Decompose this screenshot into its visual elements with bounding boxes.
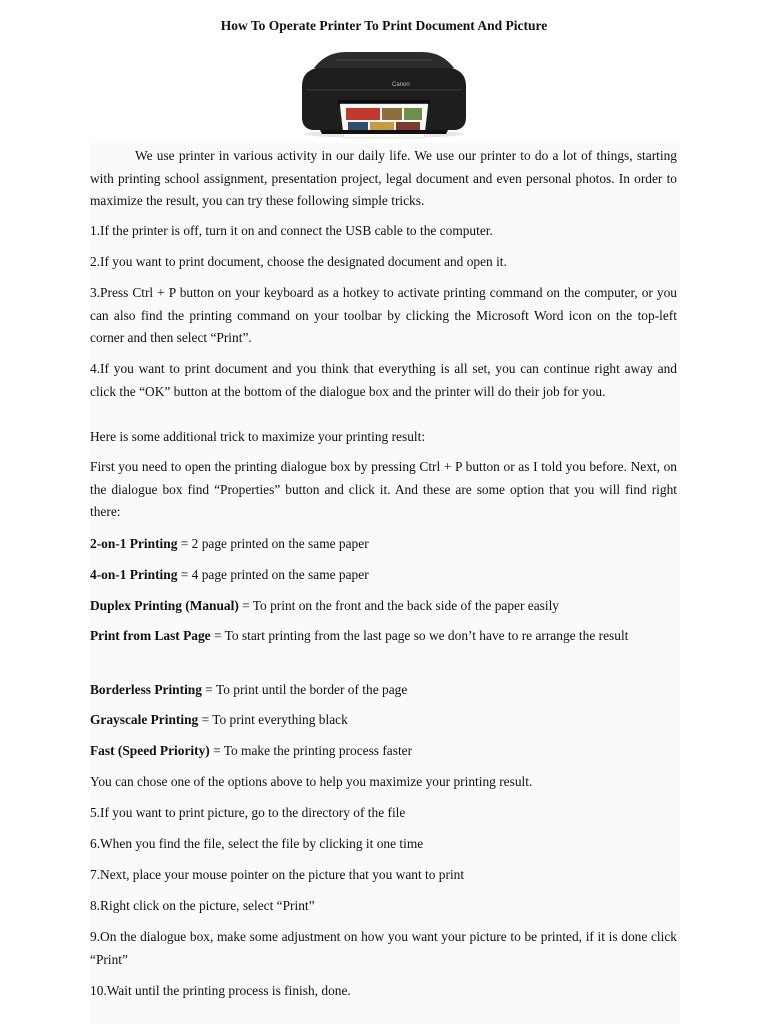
step-10: 10.Wait until the printing process is finish, done. — [90, 983, 351, 998]
option-term: 2-on-1 Printing — [90, 536, 178, 551]
option-desc: = To print on the front and the back side of the paper easily — [238, 598, 560, 613]
option-last-page — [90, 625, 677, 648]
step-8: 8.Right click on the picture, select “Print” — [90, 898, 315, 913]
additional-intro: Here is some additional trick to maximize your printing result: — [90, 429, 426, 444]
option-duplex — [90, 595, 677, 618]
step-7: 7.Next, place your mouse pointer on the picture that you want to print — [90, 867, 465, 882]
option-term: Duplex Printing (Manual) — [90, 598, 239, 613]
printer-image — [296, 46, 472, 140]
intro-paragraph: We use printer in various activity in our daily life. We use our printer to do a lot of things, starting with printing school assignment, presentation project, legal document and even personal photos. In order to maximize the result, you can try these following simple tricks. — [90, 148, 677, 208]
option-desc: = To start printing from the last page so we don’t have to re arrange the result — [210, 628, 629, 643]
option-desc: = To make the printing process faster — [209, 743, 413, 758]
step-6: 6.When you find the file, select the file by clicking it one time — [90, 836, 424, 851]
option-term: Borderless Printing — [90, 682, 202, 697]
step-3: 3.Press Ctrl + P button on your keyboard as a hotkey to activate printing command on the computer, or you can also find the printing command on your toolbar by clicking the Microsoft Word icon on the top-left corner and then select “Print”. — [90, 285, 677, 345]
option-term: Grayscale Printing — [90, 712, 199, 727]
step-2: 2.If you want to print document, choose the designated document and open it. — [90, 254, 507, 269]
option-grayscale — [90, 709, 677, 732]
option-term: 4-on-1 Printing — [90, 567, 178, 582]
step-4: 4.If you want to print document and you think that everything is all set, you can continue right away and click the “OK” button at the bottom of the dialogue box and the printer will do their job for you. — [90, 361, 677, 399]
page-title: How To Operate Printer To Print Document And Picture — [220, 18, 548, 33]
options-outro: You can chose one of the options above to help you maximize your printing result. — [90, 774, 533, 789]
option-desc: = 4 page printed on the same paper — [177, 567, 369, 582]
step-9: 9.On the dialogue box, make some adjustment on how you want your picture to be printed, if it is done click “Print” — [90, 929, 677, 967]
option-desc: = 2 page printed on the same paper — [177, 536, 369, 551]
option-desc: = To print until the border of the page — [201, 682, 408, 697]
properties-intro: First you need to open the printing dialogue box by pressing Ctrl + P button or as I told you before. Next, on the dialogue box find “Properties” button and click it. And these are some option that you will find right there: — [90, 459, 677, 519]
step-5: 5.If you want to print picture, go to the directory of the file — [90, 805, 406, 820]
step-1: 1.If the printer is off, turn it on and connect the USB cable to the computer. — [90, 223, 493, 238]
option-term: Print from Last Page — [90, 628, 211, 643]
option-fast — [90, 740, 677, 763]
printer-brand-label: Canon — [392, 82, 410, 88]
option-desc: = To print everything black — [198, 712, 348, 727]
option-term: Fast (Speed Priority) — [90, 743, 210, 758]
option-4-on-1 — [90, 564, 677, 587]
option-borderless — [90, 679, 677, 702]
option-2-on-1 — [90, 533, 677, 556]
